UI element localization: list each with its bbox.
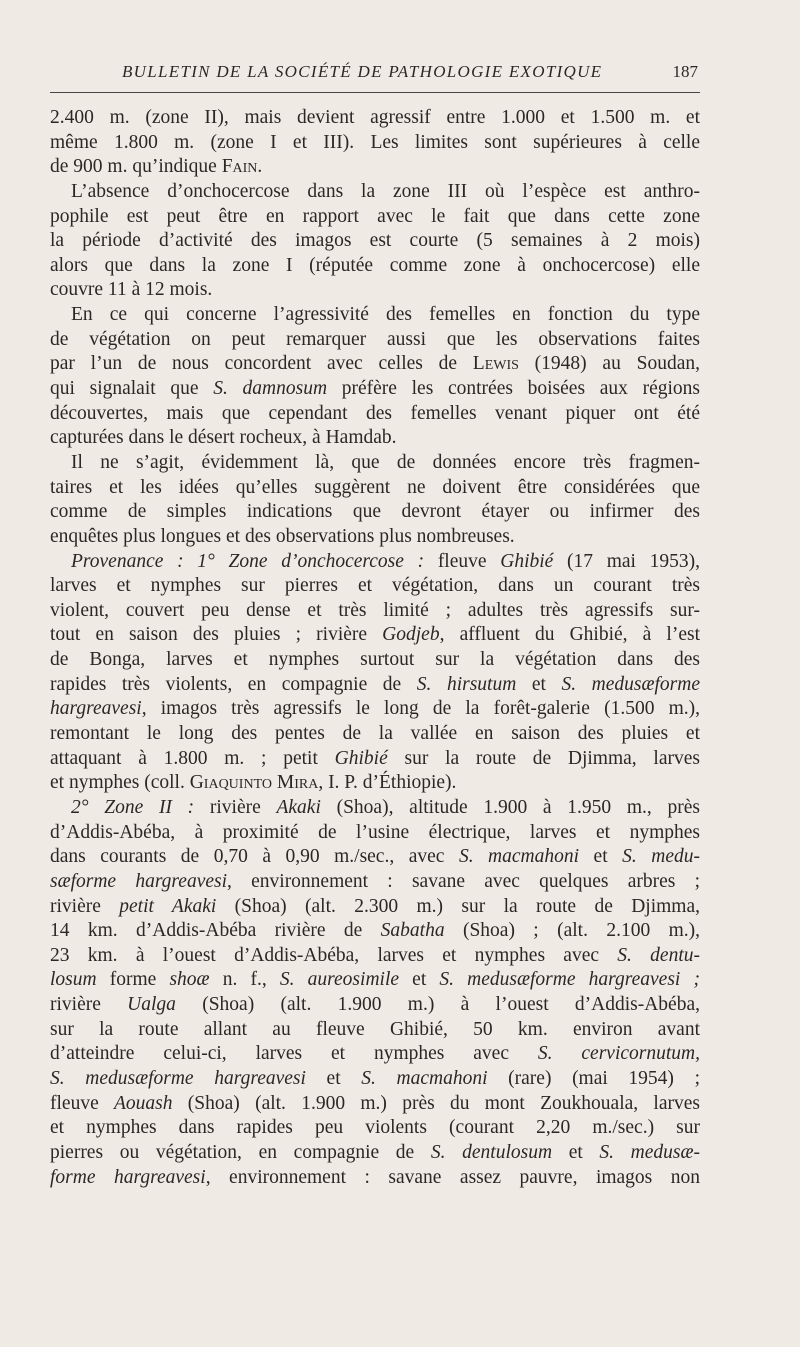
river-name: Sabatha [380, 920, 445, 942]
author-name: Fain [221, 156, 258, 178]
river-name: Godjeb [382, 624, 440, 646]
text-line: 2.400 m. (zone II), mais devient agressif entre 1.000 et 1.500 m. et [50, 107, 700, 128]
species-name: S. medu- [622, 846, 700, 868]
text-line: Il ne s’agit, évidemment là, que de données encore très fragmen- [71, 451, 700, 473]
text-line: larves et nymphes sur pierres et végétation, dans un courant très [50, 575, 700, 597]
text-line: violent, couvert peu dense et très limité ; adultes très agressifs sur- [50, 599, 700, 621]
species-name: S. damnosum [213, 378, 328, 400]
page-body [50, 106, 700, 1190]
text-line: En ce qui concerne l’agressivité des femelles en fonction du type [71, 304, 700, 326]
text-line: comme de simples indications que devront étayer ou infirmer des [50, 501, 700, 523]
text-line: L’absence d’onchocercose dans la zone III où l’espèce est anthro- [71, 180, 700, 202]
species-name: forme hargreavesi [50, 1166, 206, 1188]
species-name: S. medusæforme [561, 673, 701, 695]
river-name: petit Akaki [119, 895, 217, 917]
page-number: 187 [672, 62, 698, 81]
text-line: rapides très violents, en compagnie de S. hirsutum et S. medusæforme [50, 673, 701, 695]
text-line: alors que dans la zone I (réputée comme zone à onchocercose) elle [50, 254, 700, 276]
text-line: rivière petit Akaki (Shoa) (alt. 2.300 m.) sur la route de Djimma, [50, 895, 700, 917]
text-line: d’Addis-Abéba, à proximité de l’usine électrique, larves et nymphes [50, 821, 700, 843]
text-line: 23 km. à l’ouest d’Addis-Abéba, larves et nymphes avec S. dentu- [50, 944, 700, 966]
species-name: S. medusæforme hargreavesi ; [439, 969, 700, 991]
species-name: S. hirsutum [416, 673, 517, 695]
species-name: sæforme hargreavesi [50, 870, 228, 892]
text-line: forme hargreavesi, environnement : savane assez pauvre, imagos non [50, 1166, 700, 1188]
text-line: de Bonga, larves et nymphes surtout sur la végétation dans des [50, 649, 700, 671]
text-line: la période d’activité des imagos est courte (5 semaines à 2 mois) [50, 230, 700, 252]
species-name: S. dentu- [617, 944, 700, 966]
text-line: dans courants de 0,70 à 0,90 m./sec., avec S. macmahoni et S. medu- [50, 846, 700, 868]
text-line: rivière Ualga (Shoa) (alt. 1.900 m.) à l’ouest d’Addis-Abéba, [50, 994, 700, 1016]
text-line: attaquant à 1.800 m. ; petit Ghibié sur la route de Djimma, larves [50, 747, 700, 769]
species-name: S. medusæ- [599, 1141, 700, 1163]
text-line: d’atteindre celui-ci, larves et nymphes avec S. cervicornutum, [50, 1043, 700, 1065]
river-name: Akaki [276, 796, 321, 818]
text-line: taires et les idées qu’elles suggèrent ne doivent être considérées que [50, 476, 700, 498]
species-name: S. macmahoni [361, 1067, 488, 1089]
text-line: et nymphes dans rapides peu violents (courant 2,20 m./sec.) sur [50, 1117, 700, 1139]
text-line: qui signalait que S. damnosum préfère les contrées boisées aux régions [50, 378, 700, 400]
text-line: S. medusæforme hargreavesi et S. macmahoni (rare) (mai 1954) ; [50, 1067, 700, 1089]
text-line: pophile est peut être en rapport avec le fait que dans cette zone [50, 205, 700, 227]
text-line: sæforme hargreavesi, environnement : savane avec quelques arbres ; [50, 870, 700, 892]
text-line: Provenance : 1° Zone d’onchocercose : fleuve Ghibié (17 mai 1953), [71, 550, 700, 572]
collector-name: Giaquinto Mira [189, 772, 319, 794]
text-line: 14 km. d’Addis-Abéba rivière de Sabatha (Shoa) ; (alt. 2.100 m.), [50, 920, 700, 942]
text-line: par l’un de nous concordent avec celles de Lewis (1948) au Soudan, [50, 353, 700, 375]
species-name: S. cervicornutum, [537, 1043, 700, 1065]
river-name: Ghibié [500, 550, 554, 572]
running-title: BULLETIN DE LA SOCIÉTÉ DE PATHOLOGIE EXOTIQUE [122, 62, 603, 81]
running-header [50, 60, 700, 93]
text-line: de 900 m. qu’indique Fain. [50, 156, 263, 178]
text-line: pierres ou végétation, en compagnie de S. dentulosum et S. medusæ- [50, 1141, 700, 1163]
text-line: tout en saison des pluies ; rivière Godjeb, affluent du Ghibié, à l’est [50, 624, 700, 646]
species-name: S. aureosimile [279, 969, 400, 991]
species-name: S. dentulosum [430, 1141, 553, 1163]
text-line: remontant le long des pentes de la vallée en saison des pluies et [50, 723, 700, 745]
species-name: S. macmahoni [458, 846, 580, 868]
section-label: Provenance : 1° Zone d’onchocercose : [71, 550, 425, 572]
text-line: de végétation on peut remarquer aussi que les observations faites [50, 328, 700, 350]
text-line: sur la route allant au fleuve Ghibié, 50 km. environ avant [50, 1018, 700, 1040]
text-line: enquêtes plus longues et des observations plus nombreuses. [50, 525, 515, 547]
form-name: shoæ [169, 969, 210, 991]
text-line: capturées dans le désert rocheux, à Hamdab. [50, 427, 397, 449]
text-line: couvre 11 à 12 mois. [50, 279, 213, 301]
text-line: même 1.800 m. (zone I et III). Les limites sont supérieures à celle [50, 131, 700, 153]
species-name: S. medusæforme hargreavesi [50, 1067, 306, 1089]
river-name: Ghibié [334, 747, 388, 769]
text-line: hargreavesi, imagos très agressifs le long de la forêt-galerie (1.500 m.), [50, 698, 700, 720]
river-name: Aouash [114, 1092, 173, 1114]
text-line: fleuve Aouash (Shoa) (alt. 1.900 m.) près du mont Zoukhouala, larves [50, 1092, 700, 1114]
section-label: 2° Zone II : [71, 796, 195, 818]
author-name: Lewis [472, 353, 519, 375]
species-name: losum [50, 969, 97, 991]
species-name: hargreavesi [50, 698, 142, 720]
text-line: losum forme shoæ n. f., S. aureosimile et S. medusæforme hargreavesi ; [50, 969, 700, 991]
text-line: et nymphes (coll. Giaquinto Mira, I. P. d’Éthiopie). [50, 772, 457, 794]
text-line: 2° Zone II : rivière Akaki (Shoa), altitude 1.900 à 1.950 m., près [71, 796, 701, 818]
river-name: Ualga [127, 994, 176, 1016]
text-line: découvertes, mais que cependant des femelles venant piquer ont été [50, 402, 700, 424]
